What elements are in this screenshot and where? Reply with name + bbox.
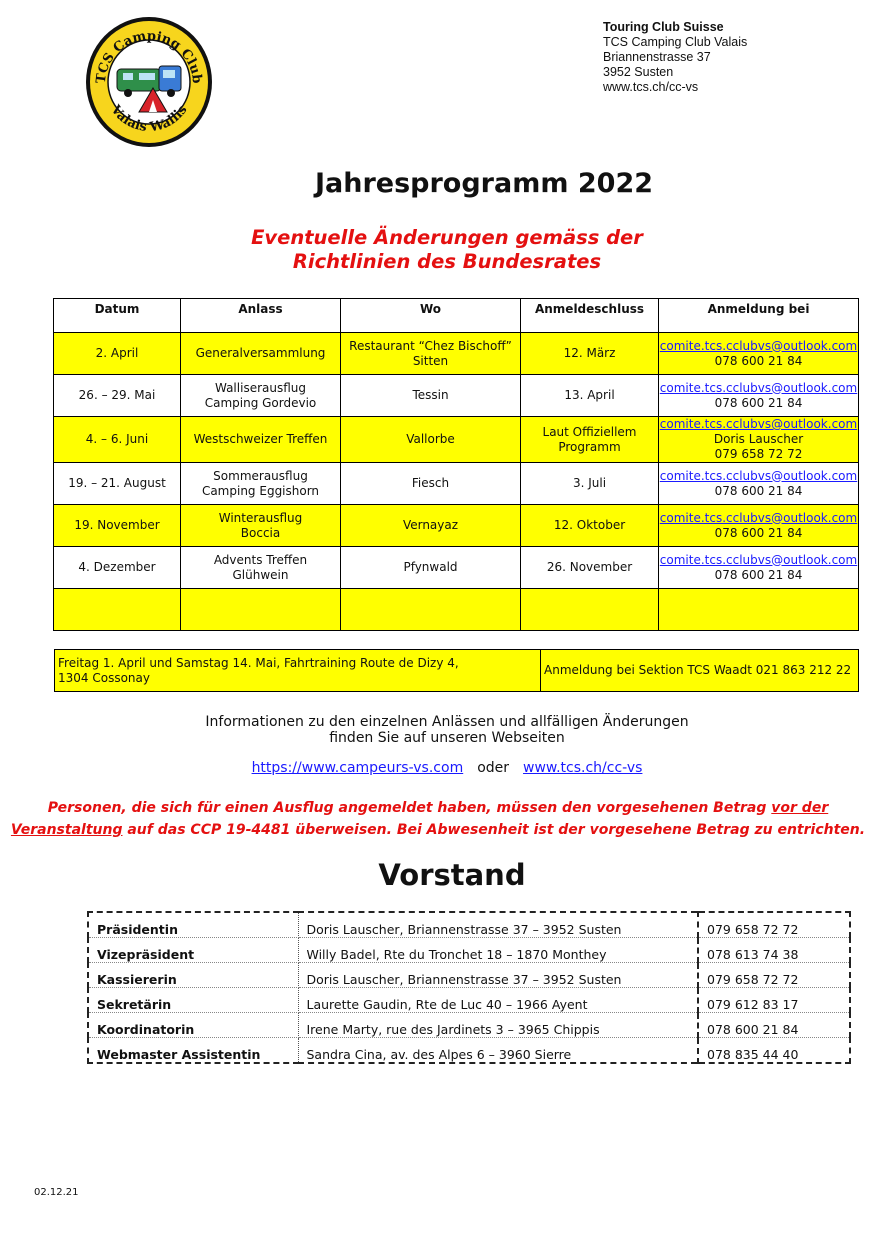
payment-part-1: Personen, die sich für einen Ausflug angemeldet haben, müssen den vorgesehenen Betrag xyxy=(47,800,772,816)
cell-datum: 19. November xyxy=(54,505,181,547)
cell-anlass xyxy=(181,589,341,631)
info-text xyxy=(0,714,876,746)
notice-line-1: Eventuelle Änderungen gemäss der xyxy=(251,226,643,249)
logo-bottom-text: Valais Wallis xyxy=(107,102,191,136)
cell-datum xyxy=(54,589,181,631)
program-row xyxy=(54,463,859,505)
cell-wo-line: Vernayaz xyxy=(402,518,459,532)
cell-wo-line: Sitten xyxy=(412,353,449,368)
page-title: Jahresprogramm 2022 xyxy=(314,168,654,199)
vorstand-title: Vorstand xyxy=(378,858,526,892)
payment-part-3: Veranstaltung xyxy=(10,822,123,838)
board-table xyxy=(87,911,851,1064)
address-street: Briannenstrasse 37 xyxy=(603,50,711,64)
cell-wo xyxy=(341,463,521,505)
board-phone: 078 613 74 38 xyxy=(698,938,850,963)
website-links xyxy=(0,760,876,776)
cell-wo xyxy=(341,589,521,631)
cell-wo-line: Restaurant “Chez Bischoff” xyxy=(349,338,512,353)
cell-anlass-line: Camping Eggishorn xyxy=(201,483,320,498)
board-role: Präsidentin xyxy=(88,912,298,938)
cell-schluss-line: 26. November xyxy=(546,560,633,574)
contact-line: 078 600 21 84 xyxy=(714,525,803,540)
driving-training-line-2: 1304 Cossonay xyxy=(58,670,150,685)
cell-anlass-line: Westschweizer Treffen xyxy=(193,432,328,446)
cell-anmeldung xyxy=(659,589,859,631)
cell-anmeldung xyxy=(659,375,859,417)
board-role: Vizepräsident xyxy=(88,938,298,963)
cell-wo xyxy=(341,505,521,547)
contact-line: 078 600 21 84 xyxy=(714,483,803,498)
cell-anlass-line: Advents Treffen xyxy=(213,552,308,567)
cell-anmeldung xyxy=(659,547,859,589)
board-phone: 078 835 44 40 xyxy=(698,1038,850,1064)
cell-datum: 4. – 6. Juni xyxy=(54,417,181,463)
cell-schluss-line: 12. März xyxy=(563,346,616,360)
board-address: Doris Lauscher, Briannenstrasse 37 – 3952 Susten xyxy=(298,963,698,988)
cell-schluss xyxy=(521,375,659,417)
contact-line: 078 600 21 84 xyxy=(714,395,803,410)
payment-part-2: vor der xyxy=(771,800,829,816)
contact-email-link[interactable]: comite.tcs.cclubvs@outlook.com xyxy=(659,417,858,431)
cell-anmeldung xyxy=(659,333,859,375)
cell-anlass xyxy=(181,417,341,463)
campeurs-link[interactable]: https://www.campeurs-vs.com xyxy=(251,760,464,776)
program-row xyxy=(54,417,859,463)
cell-schluss xyxy=(521,505,659,547)
cell-anlass xyxy=(181,463,341,505)
header-wo: Wo xyxy=(341,299,521,333)
program-row xyxy=(54,375,859,417)
tcs-link[interactable]: www.tcs.ch/cc-vs xyxy=(523,760,643,776)
cell-wo-line: Tessin xyxy=(412,388,449,402)
header-anmeldeschluss: Anmeldeschluss xyxy=(521,299,659,333)
footer-date: 02.12.21 xyxy=(34,1187,79,1198)
cell-anlass xyxy=(181,505,341,547)
cell-anmeldung xyxy=(659,417,859,463)
contact-line: 079 658 72 72 xyxy=(714,447,803,461)
driving-training-info xyxy=(55,650,541,692)
cell-wo-line: Pfynwald xyxy=(403,560,458,574)
contact-line: Doris Lauscher xyxy=(713,432,804,446)
driving-training-registration: Anmeldung bei Sektion TCS Waadt 021 863 212 22 xyxy=(541,650,859,692)
changes-notice xyxy=(0,226,876,274)
program-row xyxy=(54,505,859,547)
cell-schluss-line: 13. April xyxy=(564,388,615,402)
cell-anlass-line: Winterausflug xyxy=(218,510,303,525)
cell-datum: 2. April xyxy=(54,333,181,375)
program-row xyxy=(54,589,859,631)
address-block xyxy=(603,20,747,95)
header-anlass: Anlass xyxy=(181,299,341,333)
cell-anlass-line: Camping Gordevio xyxy=(204,395,317,410)
board-body xyxy=(88,912,850,1063)
driving-training-table xyxy=(54,649,859,692)
program-body xyxy=(54,333,859,631)
cell-wo xyxy=(341,375,521,417)
board-phone: 079 612 83 17 xyxy=(698,988,850,1013)
cell-wo xyxy=(341,547,521,589)
cell-anlass-line: Glühwein xyxy=(232,567,289,582)
cell-schluss-line: 12. Oktober xyxy=(553,518,626,532)
cell-datum: 4. Dezember xyxy=(54,547,181,589)
contact-line: 078 600 21 84 xyxy=(714,353,803,368)
address-org: Touring Club Suisse xyxy=(603,20,724,34)
cell-schluss xyxy=(521,417,659,463)
cell-anlass-line: Sommerausflug xyxy=(213,468,308,483)
cell-wo-line: Fiesch xyxy=(411,476,450,490)
info-line-1: Informationen zu den einzelnen Anlässen und allfälligen Änderungen xyxy=(205,714,689,730)
board-role: Sekretärin xyxy=(88,988,298,1013)
program-row xyxy=(54,547,859,589)
contact-email-link[interactable]: comite.tcs.cclubvs@outlook.com xyxy=(659,510,858,525)
board-address: Doris Lauscher, Briannenstrasse 37 – 3952 Susten xyxy=(298,912,698,938)
board-row xyxy=(88,988,850,1013)
cell-anlass xyxy=(181,547,341,589)
cell-schluss xyxy=(521,463,659,505)
board-address: Irene Marty, rue des Jardinets 3 – 3965 Chippis xyxy=(298,1013,698,1038)
board-role: Kassiererin xyxy=(88,963,298,988)
cell-anlass xyxy=(181,375,341,417)
board-phone: 079 658 72 72 xyxy=(698,912,850,938)
board-row xyxy=(88,963,850,988)
cell-wo xyxy=(341,333,521,375)
program-row xyxy=(54,333,859,375)
board-row xyxy=(88,912,850,938)
cell-anlass xyxy=(181,333,341,375)
contact-email-link[interactable]: comite.tcs.cclubvs@outlook.com xyxy=(659,380,858,395)
board-role: Webmaster Assistentin xyxy=(88,1038,298,1064)
cell-anlass-line: Generalversammlung xyxy=(195,346,326,360)
board-phone: 078 600 21 84 xyxy=(698,1013,850,1038)
cell-wo xyxy=(341,417,521,463)
payment-notice xyxy=(0,797,876,841)
cell-schluss xyxy=(521,333,659,375)
contact-email-link[interactable]: comite.tcs.cclubvs@outlook.com xyxy=(659,468,858,483)
club-logo xyxy=(83,14,214,150)
contact-email-link[interactable]: comite.tcs.cclubvs@outlook.com xyxy=(659,338,858,353)
header-anmeldung-bei: Anmeldung bei xyxy=(659,299,859,333)
cell-anmeldung xyxy=(659,505,859,547)
cell-schluss xyxy=(521,589,659,631)
contact-line: 078 600 21 84 xyxy=(714,567,803,582)
address-club: TCS Camping Club Valais xyxy=(603,35,748,49)
board-row xyxy=(88,938,850,963)
header-datum: Datum xyxy=(54,299,181,333)
logo-top-text: TCS Camping Club xyxy=(93,28,205,85)
board-row xyxy=(88,1038,850,1064)
cell-schluss-line: 3. Juli xyxy=(572,476,607,490)
driving-training-row xyxy=(55,650,859,692)
oder-text: oder xyxy=(477,760,510,776)
cell-wo-line: Vallorbe xyxy=(406,432,455,446)
cell-datum: 19. – 21. August xyxy=(54,463,181,505)
cell-anlass-line: Boccia xyxy=(240,525,281,540)
board-address: Laurette Gaudin, Rte de Luc 40 – 1966 Ayent xyxy=(298,988,698,1013)
cell-schluss xyxy=(521,547,659,589)
address-city: 3952 Susten xyxy=(603,65,674,79)
contact-email-link[interactable]: comite.tcs.cclubvs@outlook.com xyxy=(659,552,858,567)
cell-schluss-line: Laut Offiziellem xyxy=(542,424,637,439)
program-header-row xyxy=(54,299,859,333)
board-address: Willy Badel, Rte du Tronchet 18 – 1870 Monthey xyxy=(298,938,698,963)
cell-schluss-line: Programm xyxy=(558,439,621,454)
board-row xyxy=(88,1013,850,1038)
driving-training-line-1: Freitag 1. April und Samstag 14. Mai, Fahrtraining Route de Dizy 4, xyxy=(58,655,459,670)
program-table xyxy=(53,298,859,631)
board-address: Sandra Cina, av. des Alpes 6 – 3960 Sierre xyxy=(298,1038,698,1064)
cell-anmeldung xyxy=(659,463,859,505)
notice-line-2: Richtlinien des Bundesrates xyxy=(292,250,602,273)
cell-anlass-line: Walliserausflug xyxy=(214,380,306,395)
board-phone: 079 658 72 72 xyxy=(698,963,850,988)
cell-datum: 26. – 29. Mai xyxy=(54,375,181,417)
info-line-2: finden Sie auf unseren Webseiten xyxy=(329,730,565,746)
address-web: www.tcs.ch/cc-vs xyxy=(603,80,699,94)
board-role: Koordinatorin xyxy=(88,1013,298,1038)
payment-part-4: auf das CCP 19-4481 überweisen. Bei Abwesenheit ist der vorgesehene Betrag zu entrichten. xyxy=(122,822,866,838)
